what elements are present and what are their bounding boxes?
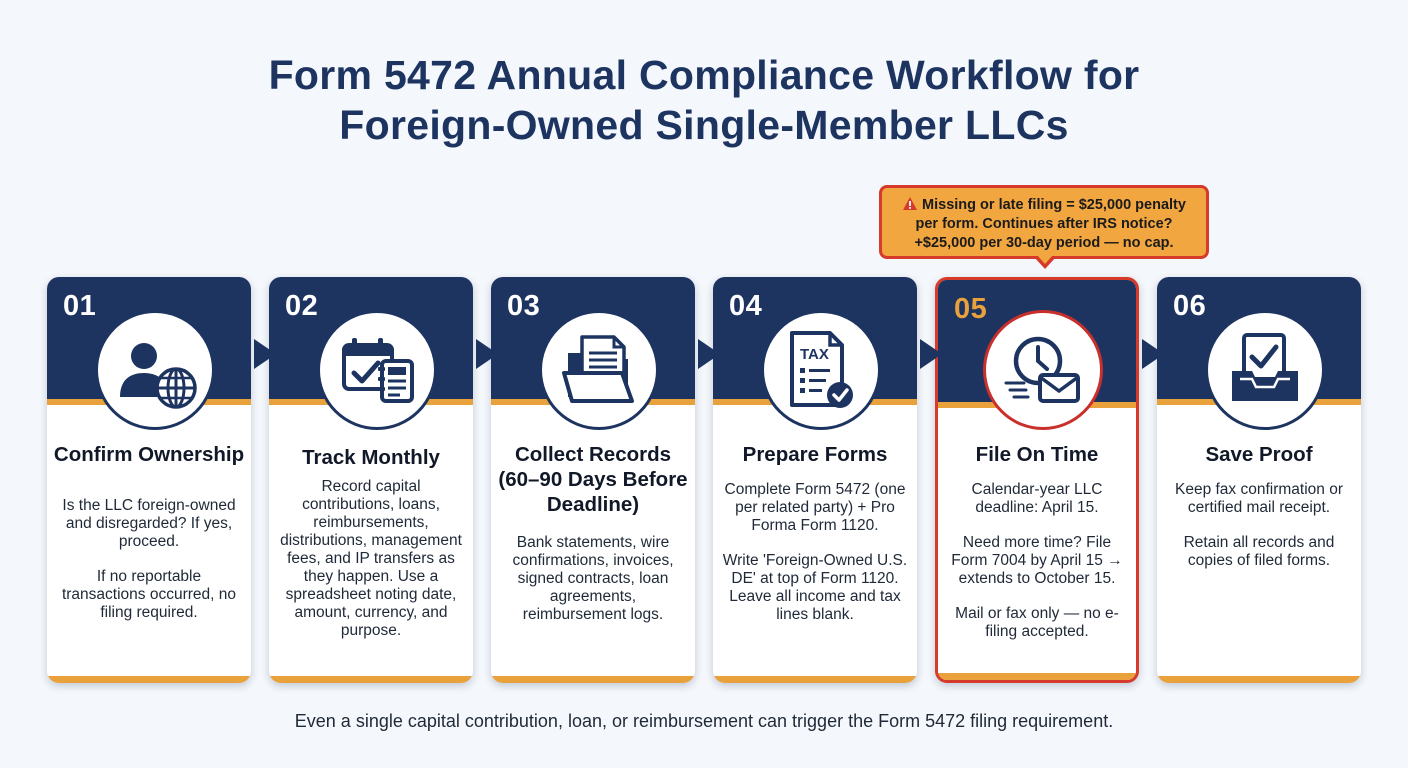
step-description: Calendar-year LLC deadline: April 15. Need more time? File Form 7004 by April 15 → extends to October 15. Mail or fax only — no e-filing accepted. bbox=[951, 481, 1123, 640]
step-title: Collect Records (60–90 Days Before Deadline) bbox=[498, 443, 688, 516]
calendar-notebook-icon bbox=[320, 313, 434, 427]
step-icon-circle bbox=[983, 310, 1103, 430]
svg-text:TAX: TAX bbox=[800, 346, 829, 363]
step-icon-circle bbox=[1205, 310, 1325, 430]
flow-arrow-icon bbox=[916, 337, 946, 371]
step-description: Is the LLC foreign-owned and disregarded? If yes, proceed. If no reportable transactions occurred, no filing required. bbox=[61, 497, 237, 621]
step-title: Track Monthly bbox=[302, 446, 440, 469]
step-card-06 bbox=[1157, 277, 1361, 683]
step-card-02 bbox=[269, 277, 473, 683]
flow-arrow-icon bbox=[250, 337, 280, 371]
warning-line-3: +$25,000 per 30-day period — no cap. bbox=[914, 235, 1174, 251]
warning-line-1: Missing or late filing = $25,000 penalty bbox=[922, 197, 1186, 213]
step-card-04 bbox=[713, 277, 917, 683]
step-icon-circle bbox=[539, 310, 659, 430]
warning-line-2: per form. Continues after IRS notice? bbox=[915, 216, 1173, 232]
flow-arrow-icon bbox=[472, 337, 502, 371]
step-title: Confirm Ownership bbox=[53, 443, 245, 466]
page-title bbox=[0, 50, 1408, 150]
step-description: Record capital contributions, loans, reimbursements, distributions, management fees, and IP transfers as they happen. Use a spreadsheet noting date, amount, currency, and purpose. bbox=[280, 478, 462, 639]
footer-note: Even a single capital contribution, loan, or reimbursement can trigger the Form 5472 filing requirement. bbox=[294, 711, 1114, 731]
step-description: Keep fax confirmation or certified mail receipt. Retain all records and copies of filed forms. bbox=[1174, 481, 1343, 569]
step-title: File On Time bbox=[975, 443, 1099, 466]
clock-envelope-icon bbox=[986, 313, 1100, 427]
tax-form-check-icon bbox=[764, 313, 878, 427]
step-icon-circle bbox=[317, 310, 437, 430]
step-number: 04 bbox=[729, 290, 763, 322]
step-number: 03 bbox=[507, 290, 541, 322]
step-card-01 bbox=[47, 277, 251, 683]
step-icon-circle bbox=[761, 310, 881, 430]
step-card-03 bbox=[491, 277, 695, 683]
step-number: 02 bbox=[285, 290, 319, 322]
step-description: Bank statements, wire confirmations, invoices, signed contracts, loan agreements, reimbursement logs. bbox=[512, 534, 674, 623]
person-globe-icon bbox=[98, 313, 212, 427]
flow-arrow-icon bbox=[1138, 337, 1168, 371]
step-icon-circle bbox=[95, 310, 215, 430]
step-title: Prepare Forms bbox=[742, 443, 888, 466]
title-line-1: Form 5472 Annual Compliance Workflow for bbox=[268, 52, 1140, 98]
flow-arrow-icon bbox=[694, 337, 724, 371]
step-title: Save Proof bbox=[1205, 443, 1313, 466]
inbox-check-icon bbox=[1208, 313, 1322, 427]
penalty-warning-callout bbox=[879, 185, 1209, 259]
step-number: 06 bbox=[1173, 290, 1207, 322]
step-number: 05 bbox=[954, 293, 988, 325]
step-number: 01 bbox=[63, 290, 97, 322]
step-description: Complete Form 5472 (one per related party) + Pro Forma Form 1120. Write 'Foreign-Owned U.S. DE' at top of Form 1120. Leave all income and tax lines blank. bbox=[722, 481, 908, 623]
step-card-05 bbox=[935, 277, 1139, 683]
folder-document-icon bbox=[542, 313, 656, 427]
title-line-2: Foreign-Owned Single-Member LLCs bbox=[339, 102, 1069, 148]
warning-triangle-icon bbox=[902, 196, 918, 211]
